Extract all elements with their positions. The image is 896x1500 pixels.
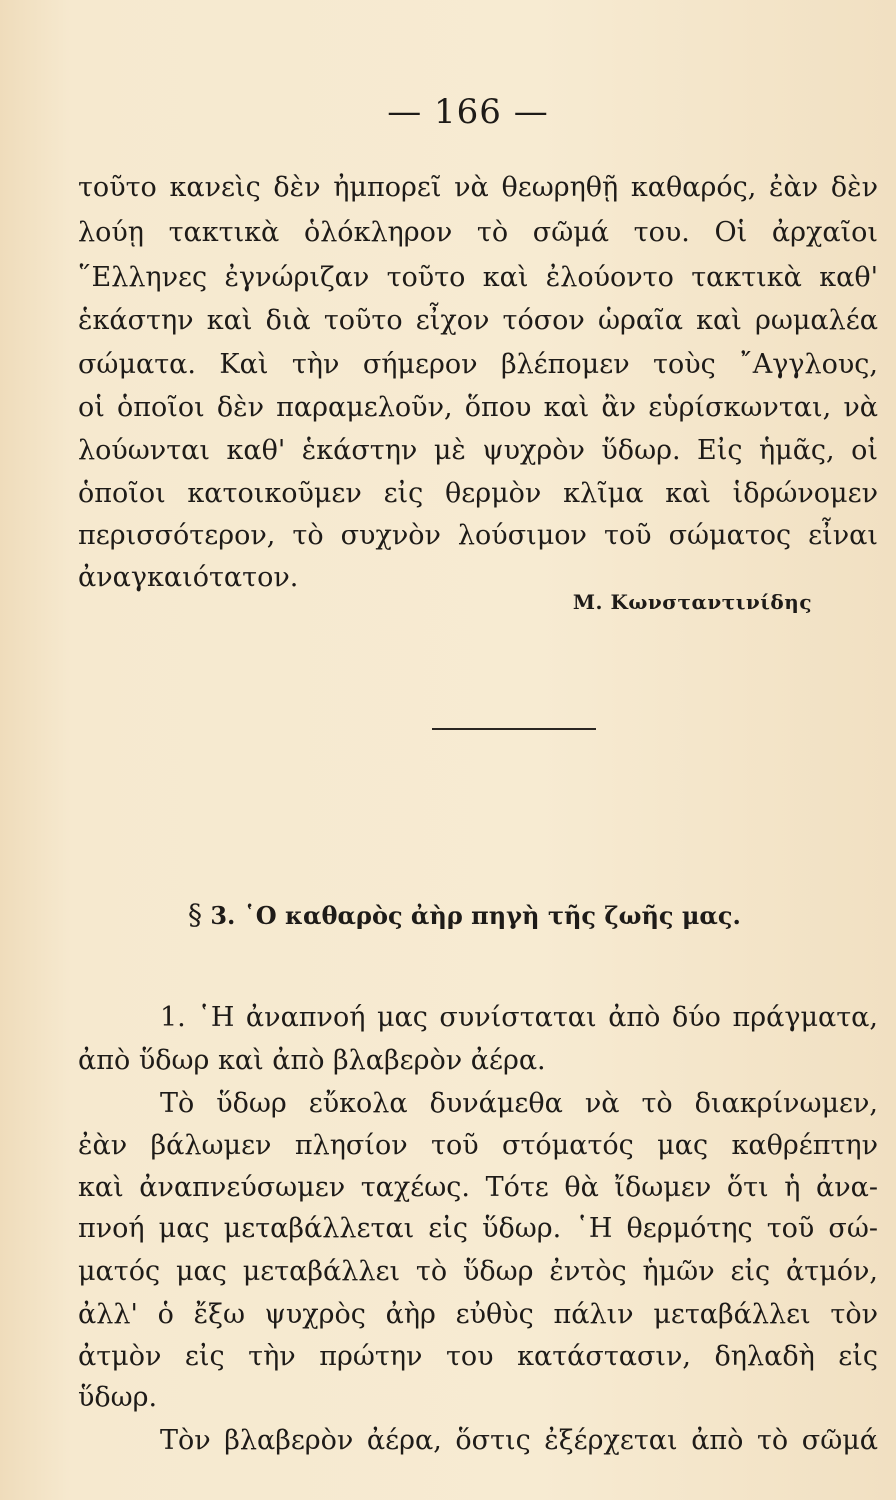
- text-line: περισσότερον, τὸ συχνὸν λούσιμον τοῦ σώματος εἶναι: [78, 520, 878, 551]
- text-line: ὁποῖοι κατοικοῦμεν εἰς θερμὸν κλῖμα καὶ ἱδρώνομεν: [78, 478, 878, 509]
- text-line: ἀλλ' ὁ ἔξω ψυχρὸς ἀὴρ εὐθὺς πάλιν μεταβάλλει τὸν: [78, 1299, 878, 1330]
- text-line: ὕδωρ.: [78, 1382, 158, 1413]
- text-line: σώματα. Καὶ τὴν σήμερον βλέπομεν τοὺς ῎Αγγλους,: [78, 349, 878, 380]
- text-line: Τὸν βλαβερὸν ἀέρα, ὅστις ἐξέρχεται ἀπὸ τὸ σῶμά: [160, 1425, 878, 1456]
- text-line: ἀναγκαιότατον.: [78, 562, 299, 593]
- section-divider: [432, 728, 596, 730]
- text-line: 1. ῾Η ἀναπνοή μας συνίσταται ἀπὸ δύο πράγματα,: [160, 1002, 878, 1033]
- section-heading: [188, 898, 808, 931]
- section-symbol: §: [188, 898, 202, 931]
- text-line: λούῃ τακτικὰ ὁλόκληρον τὸ σῶμά του. Οἱ ἀρχαῖοι: [78, 217, 878, 248]
- text-line: ἀτμὸν εἰς τὴν πρώτην του κατάστασιν, δηλαδὴ εἰς: [78, 1341, 878, 1372]
- section-number: 3.: [210, 901, 236, 930]
- text-line: ῞Ελληνες ἐγνώριζαν τοῦτο καὶ ἐλούοντο τακτικὰ καθ': [78, 262, 878, 293]
- text-line: ματός μας μεταβάλλει τὸ ὕδωρ ἐντὸς ἡμῶν εἰς ἀτμόν,: [78, 1256, 878, 1287]
- text-line: πνοή μας μεταβάλλεται εἰς ὕδωρ. ῾Η θερμότης τοῦ σώ-: [78, 1213, 878, 1244]
- text-line: ἀπὸ ὕδωρ καὶ ἀπὸ βλαβερὸν ἀέρα.: [78, 1045, 546, 1076]
- text-line: οἱ ὁποῖοι δὲν παραμελοῦν, ὅπου καὶ ἂν εὑρίσκωνται, νὰ: [78, 392, 878, 423]
- page-number: — 166 —: [387, 92, 549, 132]
- text-line: καὶ ἀναπνεύσωμεν ταχέως. Τότε θὰ ἴδωμεν ὅτι ἡ ἀνα-: [78, 1172, 878, 1203]
- author-signature: Μ. Κωνσταντινίδης: [572, 590, 812, 614]
- text-line: Τὸ ὕδωρ εὔκολα δυνάμεθα νὰ τὸ διακρίνωμεν,: [160, 1088, 878, 1119]
- text-line: ἐὰν βάλωμεν πλησίον τοῦ στόματός μας καθρέπτην: [78, 1130, 878, 1161]
- text-line: λούωνται καθ' ἑκάστην μὲ ψυχρὸν ὕδωρ. Εἰς ἡμᾶς, οἱ: [78, 435, 878, 466]
- text-line: τοῦτο κανεὶς δὲν ἠμπορεῖ νὰ θεωρηθῇ καθαρός, ἐὰν δὲν: [78, 172, 878, 203]
- section-title: ῾Ο καθαρὸς ἀὴρ πηγὴ τῆς ζωῆς μας.: [243, 901, 741, 930]
- text-line: ἑκάστην καὶ διὰ τοῦτο εἶχον τόσον ὡραῖα καὶ ρωμαλέα: [78, 305, 878, 336]
